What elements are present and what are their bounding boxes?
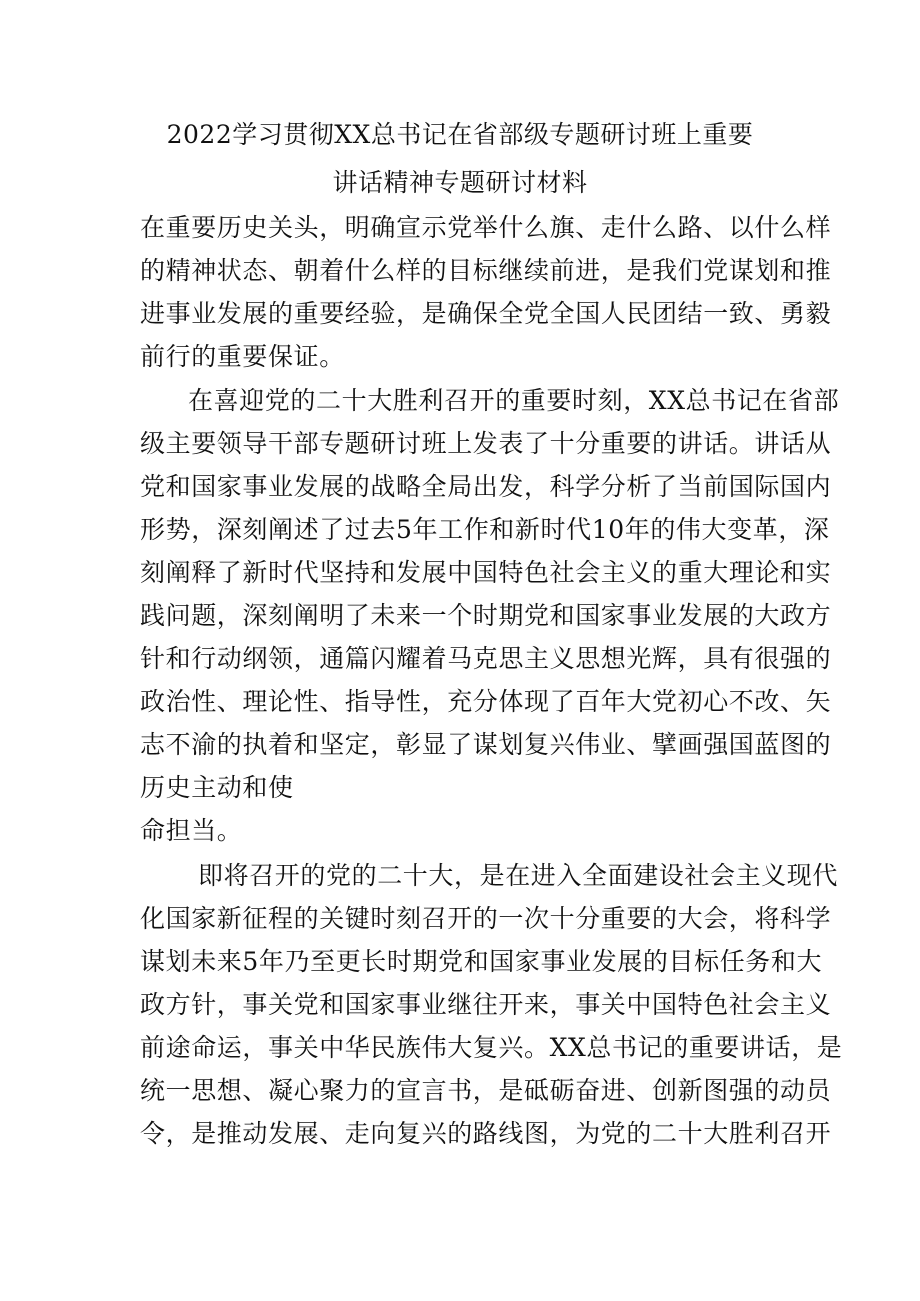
paragraph-2 (140, 379, 840, 852)
paragraph-line: 志不渝的执着和坚定，彰显了谋划复兴伟业、擘画强国蓝图的 (140, 730, 832, 759)
paragraph-line: 针和行动纲领，通篇闪耀着马克思主义思想光辉，具有很强的 (140, 644, 832, 673)
paragraph-line: 党和国家事业发展的战略全局出发，科学分析了当前国际国内 (140, 472, 832, 501)
paragraph-line: 谋划未来5年乃至更长时期党和国家事业发展的目标任务和大 (140, 947, 823, 976)
paragraph-line: 进事业发展的重要经验，是确保全党全国人民团结一致、勇毅 (140, 299, 832, 328)
paragraph-line: 政治性、理论性、指导性，充分体现了百年大党初心不改、矢 (140, 687, 832, 716)
paragraph-line: 刻阐释了新时代坚持和发展中国特色社会主义的重大理论和实 (140, 558, 832, 587)
paragraph-line: 即将召开的党的二十大，是在进入全面建设社会主义现代 (198, 861, 839, 890)
paragraph-line: 的精神状态、朝着什么样的目标继续前进，是我们党谋划和推 (140, 256, 832, 285)
paragraph-line: 令，是推动发展、走向复兴的路线图，为党的二十大胜利召开 (140, 1119, 832, 1148)
paragraph-line: 历史主动和使 (140, 773, 294, 802)
paragraph-line: 政方针，事关党和国家事业继往开来，事关中国特色社会主义 (140, 990, 832, 1019)
paragraph-line: 统一思想、凝心聚力的宣言书，是砥砺奋进、创新图强的动员 (140, 1076, 832, 1105)
paragraph-line: 化国家新征程的关键时刻召开的一次十分重要的大会，将科学 (140, 904, 832, 933)
paragraph-line: 在重要历史关头，明确宣示党举什么旗、走什么路、以什么样 (140, 213, 832, 242)
paragraph-3 (140, 854, 843, 1155)
paragraph-line: 践问题，深刻阐明了未来一个时期党和国家事业发展的大政方 (140, 601, 832, 630)
paragraph-line: 前途命运，事关中华民族伟大复兴。XX总书记的重要讲话，是 (140, 1033, 843, 1062)
paragraph-line: 在喜迎党的二十大胜利召开的重要时刻，XX总书记在省部 (188, 386, 840, 415)
paragraph-1 (140, 206, 832, 378)
document-title-line-1: 2022学习贯彻XX总书记在省部级专题研讨班上重要 (166, 120, 754, 149)
paragraph-line: 命担当。 (140, 816, 243, 845)
paragraph-line: 形势，深刻阐述了过去5年工作和新时代10年的伟大变革，深 (140, 515, 830, 544)
paragraph-line: 前行的重要保证。 (140, 342, 345, 371)
document-title-line-2: 讲话精神专题研讨材料 (332, 168, 588, 197)
paragraph-line: 级主要领导干部专题研讨班上发表了十分重要的讲话。讲话从 (140, 429, 832, 458)
